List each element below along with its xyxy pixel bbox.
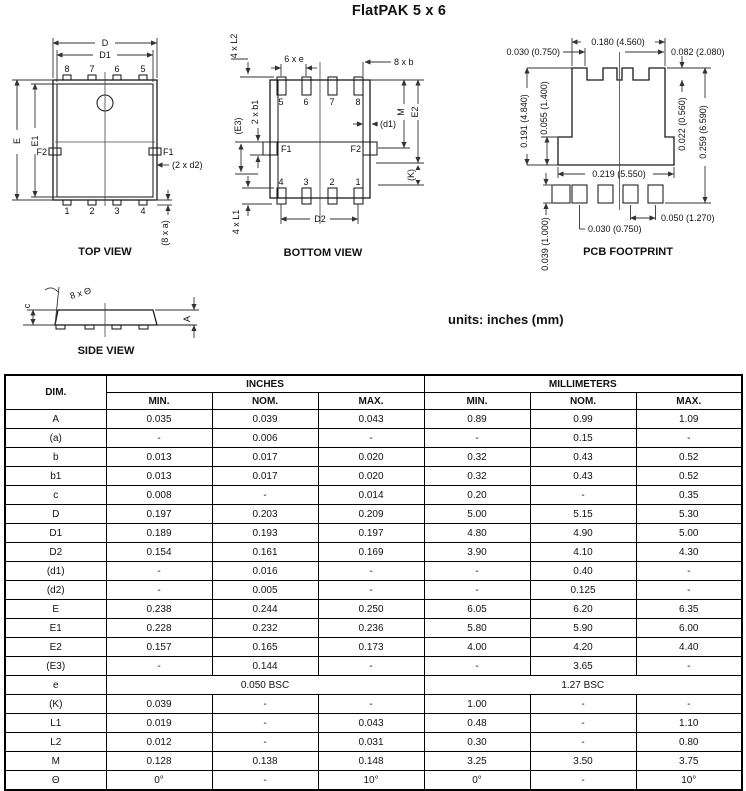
table-row bbox=[5, 429, 742, 448]
table-cell: 0.209 bbox=[318, 505, 424, 524]
column-header-nom: NOM. bbox=[530, 393, 636, 410]
dimensions-table bbox=[4, 374, 743, 791]
table-cell: 4.10 bbox=[530, 543, 636, 562]
table-cell: 0.40 bbox=[530, 562, 636, 581]
dim-symbol-cell: c bbox=[5, 486, 106, 505]
dim-label-a: (8 x a) bbox=[160, 220, 170, 246]
table-row bbox=[5, 581, 742, 600]
dim-symbol-cell: (K) bbox=[5, 695, 106, 714]
pin-number: 1 bbox=[64, 206, 70, 216]
table-cell: 0.232 bbox=[212, 619, 318, 638]
table-cell: 4.00 bbox=[424, 638, 530, 657]
table-row bbox=[5, 676, 742, 695]
table-cell: 5.90 bbox=[530, 619, 636, 638]
table-cell: 0.020 bbox=[318, 467, 424, 486]
table-row bbox=[5, 657, 742, 676]
pin-number: 7 bbox=[89, 64, 95, 74]
table-cell: - bbox=[636, 657, 742, 676]
table-row bbox=[5, 448, 742, 467]
table-cell: 0.99 bbox=[530, 410, 636, 429]
dim-symbol-cell: E2 bbox=[5, 638, 106, 657]
table-row bbox=[5, 695, 742, 714]
table-cell: - bbox=[424, 429, 530, 448]
pin-number: 5 bbox=[278, 97, 284, 107]
dim-symbol-cell: (E3) bbox=[5, 657, 106, 676]
dim-label-pad-width: 0.180 (4.560) bbox=[591, 37, 645, 47]
top-view-drawing bbox=[5, 28, 225, 263]
table-cell: 0.138 bbox=[212, 752, 318, 771]
table-cell: 5.80 bbox=[424, 619, 530, 638]
table-cell: 0.197 bbox=[106, 505, 212, 524]
table-cell: - bbox=[318, 562, 424, 581]
table-cell: 0.165 bbox=[212, 638, 318, 657]
table-cell: 0.128 bbox=[106, 752, 212, 771]
dim-label-D1: D1 bbox=[99, 50, 111, 60]
dim-symbol-cell: b bbox=[5, 448, 106, 467]
pin-number: 1 bbox=[355, 177, 361, 187]
package-profile bbox=[55, 310, 157, 325]
table-cell: 3.25 bbox=[424, 752, 530, 771]
table-row bbox=[5, 752, 742, 771]
table-cell: 0.035 bbox=[106, 410, 212, 429]
table-cell: 6.20 bbox=[530, 600, 636, 619]
table-cell: 0.228 bbox=[106, 619, 212, 638]
drain-pad-outline bbox=[558, 68, 674, 165]
table-cell: - bbox=[106, 429, 212, 448]
table-cell: 0.15 bbox=[530, 429, 636, 448]
table-cell: 5.00 bbox=[636, 524, 742, 543]
table-cell: 0.30 bbox=[424, 733, 530, 752]
dim-label-pad-height: 0.191 (4.840) bbox=[519, 94, 529, 148]
table-row bbox=[5, 714, 742, 733]
table-cell: 0.173 bbox=[318, 638, 424, 657]
table-cell: 0.32 bbox=[424, 467, 530, 486]
dim-label-pin-pad-width: 0.030 (0.750) bbox=[588, 224, 642, 234]
dim-symbol-cell: (d1) bbox=[5, 562, 106, 581]
dim-symbol-cell: D2 bbox=[5, 543, 106, 562]
table-cell: - bbox=[318, 429, 424, 448]
dim-symbol-cell: Θ bbox=[5, 771, 106, 791]
table-row bbox=[5, 524, 742, 543]
table-cell: 0.80 bbox=[636, 733, 742, 752]
pin-number: 2 bbox=[329, 177, 335, 187]
pin-pads bbox=[552, 185, 663, 203]
table-cell: - bbox=[212, 714, 318, 733]
dim-symbol-cell: (d2) bbox=[5, 581, 106, 600]
table-cell: - bbox=[424, 562, 530, 581]
table-cell: 0.039 bbox=[106, 695, 212, 714]
table-cell: 0.154 bbox=[106, 543, 212, 562]
dim-symbol-cell: M bbox=[5, 752, 106, 771]
table-cell: 0.48 bbox=[424, 714, 530, 733]
dim-label-lower-width: 0.219 (5.550) bbox=[592, 169, 646, 179]
table-cell: - bbox=[106, 657, 212, 676]
table-cell: 0.006 bbox=[212, 429, 318, 448]
table-cell: - bbox=[106, 581, 212, 600]
table-cell: - bbox=[212, 771, 318, 791]
column-header-dim: DIM. bbox=[5, 375, 106, 410]
pin-number: 2 bbox=[89, 206, 95, 216]
table-cell: 1.00 bbox=[424, 695, 530, 714]
table-cell: 1.09 bbox=[636, 410, 742, 429]
pcb-footprint-caption: PCB FOOTPRINT bbox=[583, 246, 673, 258]
table-cell: 0.43 bbox=[530, 467, 636, 486]
table-cell: 0.189 bbox=[106, 524, 212, 543]
dim-symbol-cell: E bbox=[5, 600, 106, 619]
pin-number: 3 bbox=[114, 206, 120, 216]
pin-number: 6 bbox=[303, 97, 309, 107]
pin-number: 6 bbox=[114, 64, 120, 74]
dim-label-A: A bbox=[182, 315, 192, 323]
dim-label-M: M bbox=[396, 108, 406, 116]
dim-label-F2: F2 bbox=[36, 147, 47, 157]
table-cell: 0.20 bbox=[424, 486, 530, 505]
table-cell: - bbox=[530, 486, 636, 505]
dim-label-notch-width: 0.030 (0.750) bbox=[506, 47, 560, 57]
table-cell: 6.05 bbox=[424, 600, 530, 619]
pin-number: 8 bbox=[64, 64, 70, 74]
table-cell: 0.008 bbox=[106, 486, 212, 505]
table-cell: 4.20 bbox=[530, 638, 636, 657]
bottom-view-drawing bbox=[228, 18, 446, 266]
table-cell: 0.43 bbox=[530, 448, 636, 467]
top-view-caption: TOP VIEW bbox=[78, 246, 132, 258]
table-cell: 0.031 bbox=[318, 733, 424, 752]
dim-label-D: D bbox=[101, 38, 109, 48]
dim-label-F1: F1 bbox=[163, 147, 174, 157]
table-cell: 0.52 bbox=[636, 448, 742, 467]
table-cell: 0.019 bbox=[106, 714, 212, 733]
table-cell: 5.30 bbox=[636, 505, 742, 524]
table-cell: 3.65 bbox=[530, 657, 636, 676]
pin-number: 4 bbox=[278, 177, 284, 187]
table-cell: 10° bbox=[318, 771, 424, 791]
table-cell: 0.238 bbox=[106, 600, 212, 619]
table-cell: 0.005 bbox=[212, 581, 318, 600]
table-cell: 6.35 bbox=[636, 600, 742, 619]
table-cell: - bbox=[318, 695, 424, 714]
dim-label-K: (K) bbox=[406, 169, 416, 181]
page-title: FlatPAK 5 x 6 bbox=[351, 3, 447, 19]
table-cell: 0.017 bbox=[212, 448, 318, 467]
dim-label-L1: 4 x L1 bbox=[231, 209, 241, 235]
group-header-inches: INCHES bbox=[106, 375, 424, 393]
table-cell: 0.014 bbox=[318, 486, 424, 505]
pin-number: 7 bbox=[329, 97, 335, 107]
table-cell: - bbox=[212, 695, 318, 714]
table-cell: 0.250 bbox=[318, 600, 424, 619]
pin-number: 8 bbox=[355, 97, 361, 107]
column-header-nom: NOM. bbox=[212, 393, 318, 410]
table-cell: 0.35 bbox=[636, 486, 742, 505]
dim-label-lower-height: 0.055 (1.400) bbox=[539, 81, 549, 135]
table-cell: 10° bbox=[636, 771, 742, 791]
dim-label-E1: E1 bbox=[30, 135, 40, 147]
dim-label-F2: F2 bbox=[350, 144, 361, 154]
table-cell: 0° bbox=[106, 771, 212, 791]
table-row bbox=[5, 771, 742, 791]
table-row bbox=[5, 733, 742, 752]
table-cell: 0.148 bbox=[318, 752, 424, 771]
table-cell: 0.89 bbox=[424, 410, 530, 429]
table-cell-merged: 1.27 BSC bbox=[424, 676, 742, 695]
dim-symbol-cell: e bbox=[5, 676, 106, 695]
pin-number: 4 bbox=[140, 206, 146, 216]
table-cell: 1.10 bbox=[636, 714, 742, 733]
table-cell: - bbox=[636, 695, 742, 714]
dim-symbol-cell: (a) bbox=[5, 429, 106, 448]
dim-label-theta: 8 x Θ bbox=[68, 285, 93, 301]
dim-symbol-cell: E1 bbox=[5, 619, 106, 638]
dim-symbol-cell: A bbox=[5, 410, 106, 429]
dim-label-b: 8 x b bbox=[394, 57, 414, 67]
table-cell: 0.193 bbox=[212, 524, 318, 543]
table-cell: - bbox=[318, 581, 424, 600]
table-row bbox=[5, 505, 742, 524]
table-cell: - bbox=[530, 771, 636, 791]
table-cell: 0.244 bbox=[212, 600, 318, 619]
dim-label-pitch: 6 x e bbox=[284, 54, 304, 64]
table-cell: 4.80 bbox=[424, 524, 530, 543]
dim-symbol-cell: L2 bbox=[5, 733, 106, 752]
table-cell: 0.157 bbox=[106, 638, 212, 657]
table-row bbox=[5, 410, 742, 429]
dim-label-pin-pitch: 0.050 (1.270) bbox=[661, 213, 715, 223]
table-cell: 0° bbox=[424, 771, 530, 791]
table-cell: - bbox=[424, 657, 530, 676]
dim-label-E: E bbox=[12, 137, 22, 145]
dim-label-d2: (2 x d2) bbox=[172, 160, 203, 170]
table-cell: 0.017 bbox=[212, 467, 318, 486]
table-cell: - bbox=[424, 581, 530, 600]
column-header-max: MAX. bbox=[318, 393, 424, 410]
table-cell: 5.15 bbox=[530, 505, 636, 524]
table-cell: 0.161 bbox=[212, 543, 318, 562]
dim-symbol-cell: L1 bbox=[5, 714, 106, 733]
table-cell: 0.020 bbox=[318, 448, 424, 467]
table-cell: 5.00 bbox=[424, 505, 530, 524]
dim-label-c: c bbox=[22, 303, 32, 309]
table-cell: 0.013 bbox=[106, 448, 212, 467]
column-header-min: MIN. bbox=[106, 393, 212, 410]
pcb-footprint-drawing bbox=[475, 28, 746, 273]
table-cell: - bbox=[318, 657, 424, 676]
table-cell: 6.00 bbox=[636, 619, 742, 638]
table-cell: - bbox=[212, 486, 318, 505]
table-row bbox=[5, 619, 742, 638]
table-cell: 0.016 bbox=[212, 562, 318, 581]
table-cell: 0.236 bbox=[318, 619, 424, 638]
table-cell: - bbox=[106, 562, 212, 581]
table-cell: - bbox=[530, 714, 636, 733]
table-cell: 0.144 bbox=[212, 657, 318, 676]
dim-label-d1: (d1) bbox=[380, 119, 397, 129]
dim-label-E2: E2 bbox=[410, 106, 420, 118]
table-row bbox=[5, 600, 742, 619]
units-note: units: inches (mm) bbox=[448, 312, 564, 327]
dim-symbol-cell: D bbox=[5, 505, 106, 524]
table-cell: 3.50 bbox=[530, 752, 636, 771]
table-row bbox=[5, 486, 742, 505]
table-cell: 0.043 bbox=[318, 714, 424, 733]
table-cell: 0.039 bbox=[212, 410, 318, 429]
table-cell: - bbox=[636, 562, 742, 581]
table-cell: 0.32 bbox=[424, 448, 530, 467]
dim-label-pin-pad-height: 0.039 (1.000) bbox=[540, 217, 550, 271]
table-cell: 0.52 bbox=[636, 467, 742, 486]
table-row bbox=[5, 543, 742, 562]
dim-table-body bbox=[5, 410, 742, 791]
dim-label-notch-depth: 0.022 (0.560) bbox=[677, 97, 687, 151]
table-row bbox=[5, 638, 742, 657]
dim-label-L2: 4 x L2 bbox=[229, 33, 239, 59]
table-cell: 4.40 bbox=[636, 638, 742, 657]
table-cell: 0.197 bbox=[318, 524, 424, 543]
dim-symbol-cell: D1 bbox=[5, 524, 106, 543]
group-header-millimeters: MILLIMETERS bbox=[424, 375, 742, 393]
table-cell: 0.125 bbox=[530, 581, 636, 600]
column-header-min: MIN. bbox=[424, 393, 530, 410]
table-cell: - bbox=[636, 581, 742, 600]
dim-label-F1: F1 bbox=[281, 144, 292, 154]
table-cell: 0.013 bbox=[106, 467, 212, 486]
dim-label-right-offset: 0.082 (2.080) bbox=[671, 47, 725, 57]
table-cell: - bbox=[212, 733, 318, 752]
side-view-drawing bbox=[15, 275, 220, 370]
dim-label-b1: 2 x b1 bbox=[250, 99, 260, 125]
table-cell: 0.043 bbox=[318, 410, 424, 429]
dim-label-D2: D2 bbox=[314, 214, 326, 224]
table-cell: 4.30 bbox=[636, 543, 742, 562]
table-cell: 3.90 bbox=[424, 543, 530, 562]
table-cell: 4.90 bbox=[530, 524, 636, 543]
dim-symbol-cell: b1 bbox=[5, 467, 106, 486]
dim-label-total-height: 0.259 (6.590) bbox=[698, 105, 708, 159]
pin-number: 5 bbox=[140, 64, 146, 74]
table-cell: 0.012 bbox=[106, 733, 212, 752]
table-cell: - bbox=[530, 733, 636, 752]
table-cell-merged: 0.050 BSC bbox=[106, 676, 424, 695]
table-cell: 0.169 bbox=[318, 543, 424, 562]
table-row bbox=[5, 562, 742, 581]
dim-label-E3: (E3) bbox=[233, 117, 243, 135]
side-view-caption: SIDE VIEW bbox=[77, 345, 135, 357]
column-header-max: MAX. bbox=[636, 393, 742, 410]
bottom-view-caption: BOTTOM VIEW bbox=[283, 247, 363, 259]
table-cell: 0.203 bbox=[212, 505, 318, 524]
table-cell: 3.75 bbox=[636, 752, 742, 771]
table-cell: - bbox=[530, 695, 636, 714]
table-row bbox=[5, 467, 742, 486]
pin-number: 3 bbox=[303, 177, 309, 187]
table-cell: - bbox=[636, 429, 742, 448]
